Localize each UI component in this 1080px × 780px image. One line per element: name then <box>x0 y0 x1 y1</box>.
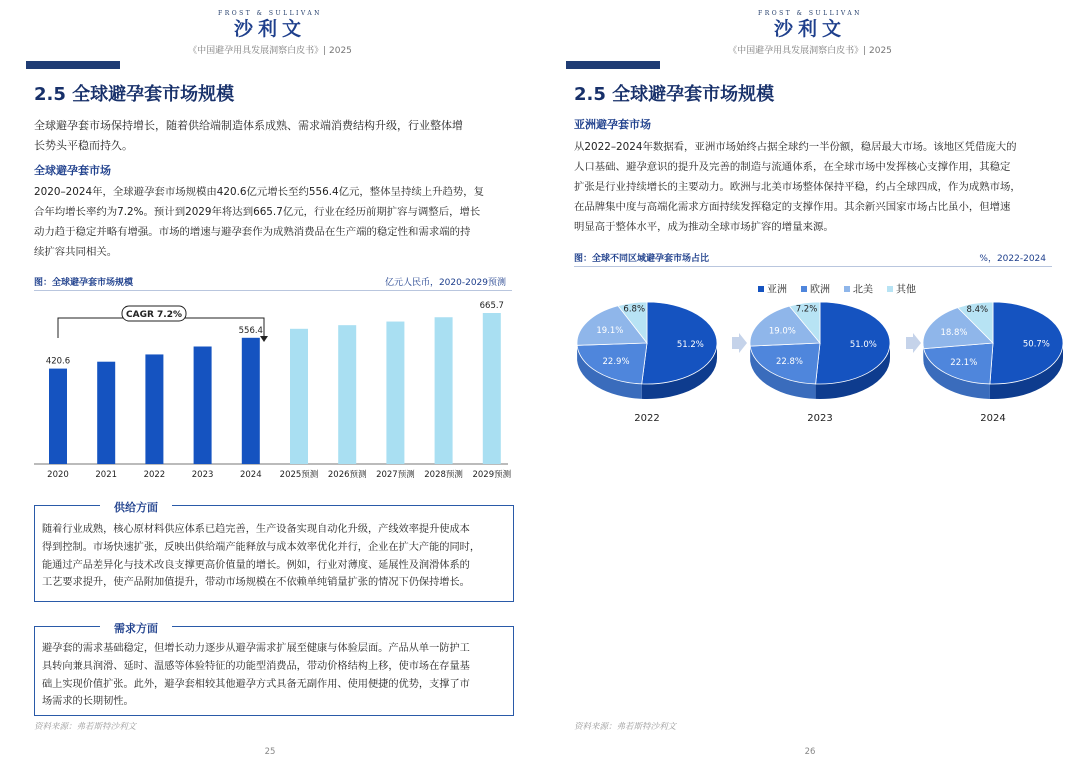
page-number: 25 <box>264 747 276 757</box>
x-tick-label: 2023 <box>191 470 214 480</box>
pie-data-label: 7.2% <box>795 304 818 315</box>
x-tick-label: 2029预测 <box>472 470 512 480</box>
bar <box>242 338 260 464</box>
figure-divider <box>34 290 512 291</box>
document-title: 《中国避孕用具发展洞察白皮书》| 2025 <box>728 46 892 56</box>
source-note: 资料来源：弗若斯特沙利文 <box>34 722 137 732</box>
x-tick-label: 2020 <box>47 470 69 480</box>
pie-data-label: 8.4% <box>966 304 989 315</box>
section-bar <box>26 61 120 69</box>
body-line: 明显高于整体水平，成为推动全球市场扩容的增量来源。 <box>574 221 834 233</box>
bar <box>145 354 163 464</box>
bar <box>483 313 501 464</box>
figure-caption: 图：全球避孕套市场规模 <box>34 278 134 288</box>
bar <box>49 369 67 464</box>
figure-caption: 图：全球不同区域避孕套市场占比 <box>574 254 710 264</box>
page-header <box>540 10 1080 56</box>
pie-year-label: 2024 <box>980 413 1006 424</box>
bar <box>97 362 115 464</box>
source-note: 资料来源：弗若斯特沙利文 <box>574 722 677 732</box>
bar <box>338 325 356 464</box>
data-label: 556.4 <box>238 325 263 336</box>
body-line: 合年均增长率约为7.2%。预计到2029年将达到665.7亿元，行业在经历前期扩容与调整后，增长 <box>34 206 481 218</box>
bar <box>290 329 308 464</box>
figure-unit: 亿元人民币，2020-2029预测 <box>384 278 506 288</box>
bar <box>386 322 404 464</box>
bar-chart <box>34 292 514 484</box>
x-tick-label: 2027预测 <box>376 470 415 480</box>
x-tick-label: 2021 <box>95 470 118 480</box>
legend-label: 其他 <box>896 284 916 296</box>
data-label: 420.6 <box>45 356 71 367</box>
demand-line: 具转向兼具润滑、延时、温感等体验特征的功能型消费品，带动价格结构上移，使市场在存量基 <box>42 660 470 672</box>
supply-line: 得到控制。市场快速扩张，反映出供给端产能释放与成本效率优化并行，企业在扩大产能的同时， <box>42 541 481 553</box>
supply-title: 供给方面 <box>100 499 172 515</box>
pie-data-label: 19.1% <box>596 325 624 336</box>
demand-line: 础上实现价值扩张。此外，避孕套相较其他避孕方式具备无副作用、使用便捷的优势，支撑了市 <box>42 678 470 690</box>
legend-item <box>844 283 873 296</box>
demand-title: 需求方面 <box>100 620 172 636</box>
legend-item <box>758 283 787 296</box>
data-label: 665.7 <box>479 301 504 311</box>
pie-data-label: 19.0% <box>768 326 796 337</box>
legend-swatch <box>844 286 850 292</box>
body-line: 人口基础、避孕意识的提升及完善的制造与流通体系，在全球市场中发挥核心支撑作用，其稳定 <box>574 161 1011 173</box>
legend-item <box>887 283 916 296</box>
pie-data-label: 6.8% <box>623 304 646 315</box>
chevron-right-icon <box>732 333 747 353</box>
pie-data-label: 18.8% <box>940 327 968 338</box>
demand-line: 避孕套的需求基础稳定，但增长动力逐步从避孕需求扩展至健康与体验层面。产品从单一防护工 <box>42 643 470 654</box>
pie-2023 <box>750 302 890 424</box>
page-right <box>540 0 1080 780</box>
pie-data-label: 22.9% <box>602 356 630 367</box>
legend-label: 北美 <box>853 284 873 296</box>
legend-label: 欧洲 <box>810 284 830 296</box>
section-title: 2.5 全球避孕套市场规模 <box>34 84 235 105</box>
body-line: 动力趋于稳定并略有增强。市场的增速与避孕套作为成熟消费品在生产端的稳定性和需求端的持 <box>34 226 471 238</box>
pie-data-label: 22.1% <box>950 357 978 368</box>
section-title: 2.5 全球避孕套市场规模 <box>574 84 775 105</box>
pie-year-label: 2023 <box>807 413 833 424</box>
legend-swatch <box>887 286 893 292</box>
cagr-label: CAGR 7.2% <box>126 310 182 320</box>
body-line: 2020–2024年，全球避孕套市场规模由420.6亿元增长至约556.4亿元，整体呈持续上升趋势，复 <box>34 186 485 198</box>
sub-heading: 亚洲避孕套市场 <box>574 118 651 131</box>
supply-line: 能通过产品差异化与技术改良支撑更高价值量的增长。例如，行业对薄度、延展性及润滑体系的 <box>42 559 470 571</box>
legend-item <box>801 283 830 296</box>
body-line: 续扩容共同相关。 <box>34 246 118 258</box>
page-header <box>0 10 540 56</box>
pie-data-label: 51.2% <box>676 339 704 350</box>
brand-small: FROST & SULLIVAN <box>758 10 862 17</box>
body-line: 从2022–2024年数据看，亚洲市场始终占据全球约一半份额，稳居最大市场。该地区凭借庞大的 <box>574 141 1017 153</box>
bar <box>194 347 212 464</box>
supply-line: 工艺要求提升，使产品附加值提升，带动市场规模在不依赖单纯销量扩张的情况下仍保持增长。 <box>42 577 470 589</box>
intro-line: 长势头平稳而持久。 <box>34 139 133 152</box>
pie-2022 <box>577 302 717 424</box>
legend-label: 亚洲 <box>767 284 787 296</box>
cagr-annotation <box>58 306 268 342</box>
x-tick-label: 2028预测 <box>424 470 463 480</box>
intro-line: 全球避孕套市场保持增长，随着供给端制造体系成熟、需求端消费结构升级，行业整体增 <box>34 119 463 132</box>
supply-line: 随着行业成熟，核心原材料供应体系已趋完善，生产设备实现自动化升级，产线效率提升使成本 <box>42 524 470 535</box>
body-line: 在品牌集中度与高端化需求方面持续发挥稳定的支撑作用。其余新兴国家市场占比虽小，但增速 <box>574 201 1011 213</box>
chevron-right-icon <box>906 333 921 353</box>
document-title: 《中国避孕用具发展洞察白皮书》| 2025 <box>188 46 352 56</box>
intro-paragraph <box>34 116 463 156</box>
x-tick-label: 2026预测 <box>327 470 367 480</box>
pie-chart <box>560 270 1070 430</box>
demand-line: 场需求的长期韧性。 <box>42 696 134 708</box>
supply-text <box>42 521 480 592</box>
brand-logo: 沙利文 <box>233 18 306 40</box>
figure-divider <box>574 266 1052 267</box>
x-tick-label: 2024 <box>239 470 262 480</box>
page-number: 26 <box>804 747 816 757</box>
brand-logo: 沙利文 <box>773 18 846 40</box>
body-paragraph <box>574 137 1021 237</box>
demand-text <box>42 640 470 711</box>
x-tick-label: 2025预测 <box>279 470 319 480</box>
legend-swatch <box>758 286 764 292</box>
pie-year-label: 2022 <box>634 413 660 424</box>
section-bar <box>566 61 660 69</box>
legend-swatch <box>801 286 807 292</box>
figure-unit: %，2022-2024 <box>979 254 1046 264</box>
sub-heading: 全球避孕套市场 <box>34 164 111 177</box>
brand-small: FROST & SULLIVAN <box>218 10 322 17</box>
x-tick-label: 2022 <box>143 470 166 480</box>
body-paragraph <box>34 182 484 262</box>
pie-data-label: 51.0% <box>849 339 877 350</box>
pie-2024 <box>923 302 1063 424</box>
pie-data-label: 22.8% <box>775 357 804 368</box>
pie-data-label: 50.7% <box>1022 339 1050 350</box>
bar <box>435 317 453 464</box>
body-line: 扩张是行业持续增长的主要动力。欧洲与北美市场整体保持平稳，约占全球四成，作为成熟市场， <box>574 181 1021 193</box>
